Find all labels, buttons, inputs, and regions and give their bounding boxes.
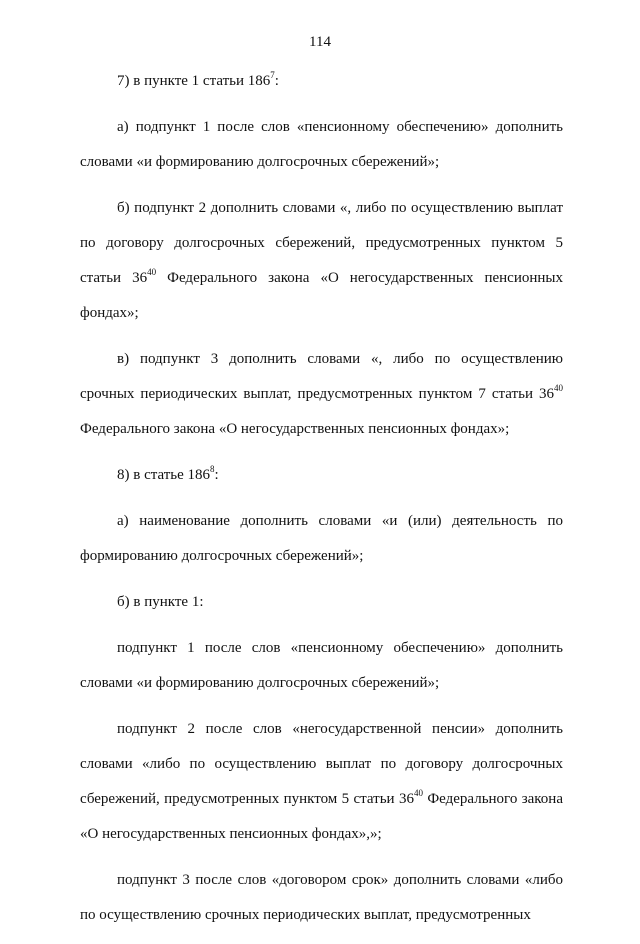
paragraph-text: Федерального закона «О негосударственных пенсионных фондах»,»; xyxy=(80,791,563,842)
paragraph xyxy=(80,458,563,493)
paragraph-text: подпункт 3 после слов «договором срок» дополнить словами «либо по осуществлению срочных периодических выплат, предусмотренных xyxy=(80,872,563,923)
paragraph xyxy=(80,504,563,574)
paragraph-text: б) в пункте 1: xyxy=(117,594,204,610)
paragraph xyxy=(80,712,563,852)
superscript-index: 40 xyxy=(554,383,563,393)
paragraph xyxy=(80,110,563,180)
paragraph-text: : xyxy=(274,73,279,89)
paragraph xyxy=(80,191,563,331)
superscript-index: 40 xyxy=(413,788,423,798)
paragraph-text: 7) в пункте 1 статьи 186 xyxy=(117,73,271,89)
document-body xyxy=(80,64,563,944)
paragraph-text: а) наименование дополнить словами «и (или) деятельность по формированию долгосрочных сбережений»; xyxy=(80,513,563,564)
paragraph-text: а) подпункт 1 после слов «пенсионному обеспечению» дополнить словами «и формированию долгосрочных сбережений»; xyxy=(80,119,563,170)
paragraph-text: подпункт 2 после слов «негосударственной пенсии» дополнить словами «либо по осуществлению выплат по договору долгосрочных сбережений, предусмотренных пунктом 5 статьи 36 xyxy=(80,721,563,807)
superscript-index: 8 xyxy=(210,464,215,474)
paragraph-text: в) подпункт 3 дополнить словами «, либо по осуществлению срочных периодических выплат, предусмотренных пунктом 7 статьи 36 xyxy=(80,351,563,402)
page-number: 114 xyxy=(309,34,331,50)
paragraph-text: Федерального закона «О негосударственных пенсионных фондах»; xyxy=(80,270,563,321)
paragraph-text: Федерального закона «О негосударственных пенсионных фондах»; xyxy=(80,421,510,437)
paragraph-text: : xyxy=(214,467,219,483)
paragraph-text: 8) в статье 186 xyxy=(117,467,211,483)
superscript-index: 40 xyxy=(147,267,157,277)
paragraph-text: подпункт 1 после слов «пенсионному обеспечению» дополнить словами «и формированию долгосрочных сбережений»; xyxy=(80,640,563,691)
paragraph xyxy=(80,64,563,99)
paragraph xyxy=(80,631,563,701)
paragraph xyxy=(80,863,563,933)
paragraph xyxy=(80,342,563,447)
paragraph-text: б) подпункт 2 дополнить словами «, либо по осуществлению выплат по договору долгосрочных сбережений, предусмотренных пунктом 5 статьи 36 xyxy=(80,200,563,286)
paragraph xyxy=(80,585,563,620)
superscript-index: 7 xyxy=(270,70,275,80)
